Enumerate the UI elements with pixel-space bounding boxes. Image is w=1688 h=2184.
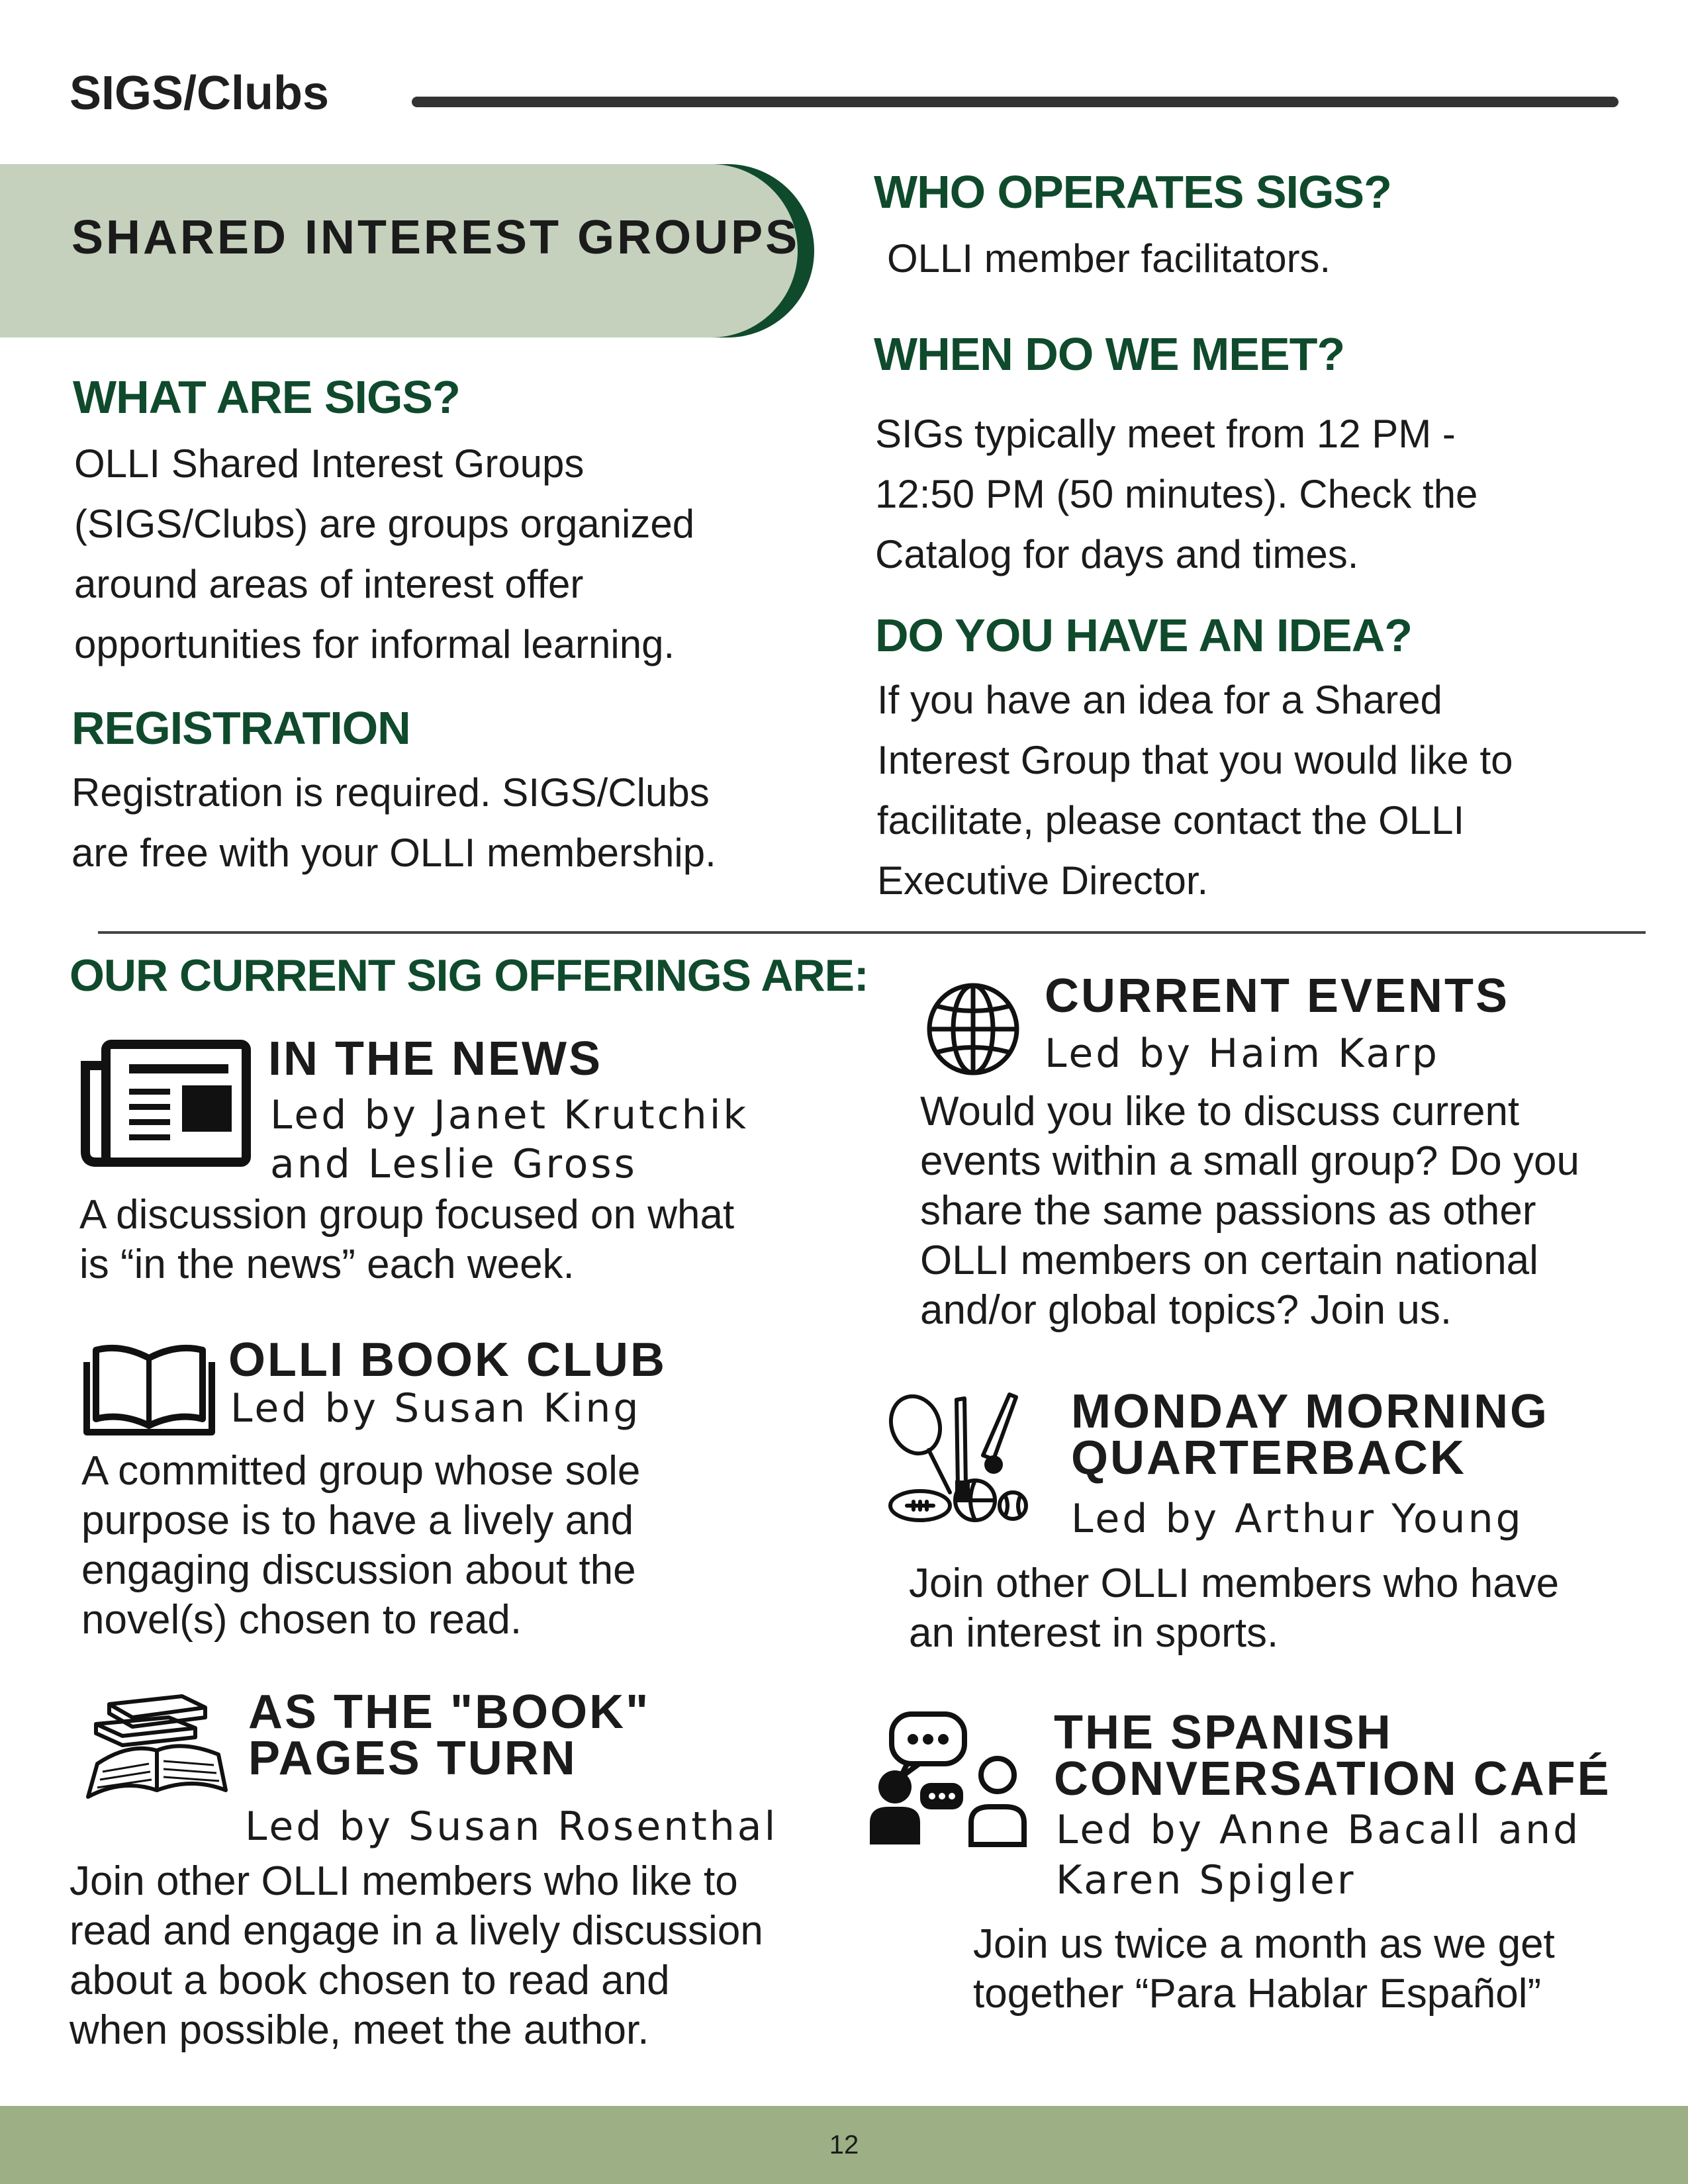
- desc-line: engaging discussion about the: [81, 1547, 636, 1593]
- current-events-title: CURRENT EVENTS: [1045, 970, 1510, 1023]
- desc-line: Join us twice a month as we get: [973, 1921, 1555, 1967]
- current-events-description: [920, 1087, 1675, 1335]
- desc-line: A committed group whose sole: [81, 1448, 641, 1494]
- spanish-leader: [1056, 1805, 1581, 1905]
- leader-line: Led by Anne Bacall and: [1056, 1807, 1581, 1853]
- text-line: OLLI Shared Interest Groups: [74, 441, 585, 486]
- desc-line: Join other OLLI members who like to: [70, 1858, 738, 1904]
- registration-text: [71, 762, 833, 883]
- section-divider: [98, 931, 1646, 934]
- text-line: 12:50 PM (50 minutes). Check the: [875, 472, 1478, 516]
- desc-line: Would you like to discuss current: [920, 1089, 1520, 1134]
- desc-line: when possible, meet the author.: [70, 2007, 649, 2053]
- what-are-sigs-text: [74, 433, 835, 674]
- desc-line: an interest in sports.: [909, 1610, 1279, 1656]
- idea-text: [877, 670, 1671, 911]
- book-pages-title: [248, 1686, 651, 1785]
- text-line: opportunities for informal learning.: [74, 622, 675, 666]
- text-line: Interest Group that you would like to: [877, 738, 1513, 782]
- text-line: Executive Director.: [877, 858, 1209, 903]
- page-number: 12: [829, 2130, 859, 2160]
- desc-line: events within a small group? Do you: [920, 1138, 1579, 1184]
- what-are-sigs-heading: WHAT ARE SIGS?: [73, 371, 460, 423]
- book-club-title: OLLI BOOK CLUB: [228, 1334, 667, 1387]
- current-events-leader: Led by Haim Karp: [1045, 1030, 1440, 1077]
- title-line: MONDAY MORNING: [1071, 1385, 1550, 1438]
- mmq-title: [1071, 1385, 1550, 1484]
- text-line: SIGs typically meet from 12 PM -: [875, 412, 1456, 456]
- when-do-we-meet-heading: WHEN DO WE MEET?: [874, 328, 1345, 380]
- text-line: facilitate, please contact the OLLI: [877, 798, 1465, 842]
- text-line: (SIGS/Clubs) are groups organized: [74, 502, 695, 546]
- in-the-news-leader: [270, 1085, 749, 1187]
- in-the-news-description: [79, 1190, 841, 1289]
- globe-icon: [923, 979, 1023, 1079]
- title-line: AS THE "BOOK": [248, 1686, 651, 1739]
- desc-line: OLLI members on certain national: [920, 1238, 1538, 1283]
- text-line: around areas of interest offer: [74, 562, 584, 606]
- desc-line: purpose is to have a lively and: [81, 1498, 634, 1543]
- page-header-title: SIGS/Clubs: [70, 67, 330, 120]
- registration-heading: REGISTRATION: [71, 702, 410, 754]
- desc-line: and/or global topics? Join us.: [920, 1287, 1452, 1333]
- newspaper-icon: [76, 1039, 252, 1168]
- in-the-news-title: IN THE NEWS: [268, 1032, 603, 1085]
- book-club-leader: Led by Susan King: [230, 1385, 641, 1432]
- desc-line: together “Para Hablar Español”: [973, 1971, 1542, 2017]
- who-operates-heading: WHO OPERATES SIGS?: [874, 166, 1391, 218]
- title-line: QUARTERBACK: [1071, 1432, 1466, 1484]
- sports-equipment-icon: [884, 1387, 1029, 1529]
- desc-line: share the same passions as other: [920, 1188, 1536, 1234]
- book-stack-icon: [83, 1691, 232, 1810]
- text-line: are free with your OLLI membership.: [71, 831, 716, 875]
- header-rule: [412, 97, 1618, 107]
- who-operates-text: OLLI member facilitators.: [887, 236, 1331, 281]
- idea-heading: DO YOU HAVE AN IDEA?: [875, 610, 1413, 661]
- book-club-description: [81, 1446, 843, 1645]
- conversation-icon: [868, 1709, 1027, 1848]
- open-book-icon: [81, 1338, 217, 1437]
- leader-line: and Leslie Gross: [270, 1141, 637, 1187]
- spanish-description: [973, 1919, 1675, 2019]
- book-pages-description: [70, 1856, 864, 2055]
- desc-line: is “in the news” each week.: [79, 1242, 575, 1287]
- title-line: THE SPANISH: [1054, 1706, 1393, 1759]
- desc-line: Join other OLLI members who have: [909, 1561, 1560, 1606]
- text-line: If you have an idea for a Shared: [877, 678, 1442, 722]
- desc-line: novel(s) chosen to read.: [81, 1597, 522, 1643]
- when-do-we-meet-text: [875, 404, 1669, 584]
- desc-line: A discussion group focused on what: [79, 1192, 735, 1238]
- desc-line: read and engage in a lively discussion: [70, 1908, 763, 1954]
- mmq-description: [909, 1559, 1664, 1658]
- text-line: Catalog for days and times.: [875, 532, 1359, 576]
- leader-line: Karen Spigler: [1056, 1857, 1356, 1903]
- text-line: Registration is required. SIGS/Clubs: [71, 770, 710, 815]
- spanish-title: [1054, 1706, 1611, 1805]
- mmq-leader: Led by Arthur Young: [1071, 1496, 1524, 1542]
- title-line: CONVERSATION CAFÉ: [1054, 1752, 1611, 1805]
- banner-title: SHARED INTEREST GROUPS: [71, 211, 800, 264]
- book-pages-leader: Led by Susan Rosenthal: [245, 1803, 778, 1850]
- desc-line: about a book chosen to read and: [70, 1958, 670, 2003]
- offerings-heading: OUR CURRENT SIG OFFERINGS ARE:: [70, 950, 868, 1001]
- leader-line: Led by Janet Krutchik: [270, 1092, 749, 1138]
- title-line: PAGES TURN: [248, 1732, 577, 1785]
